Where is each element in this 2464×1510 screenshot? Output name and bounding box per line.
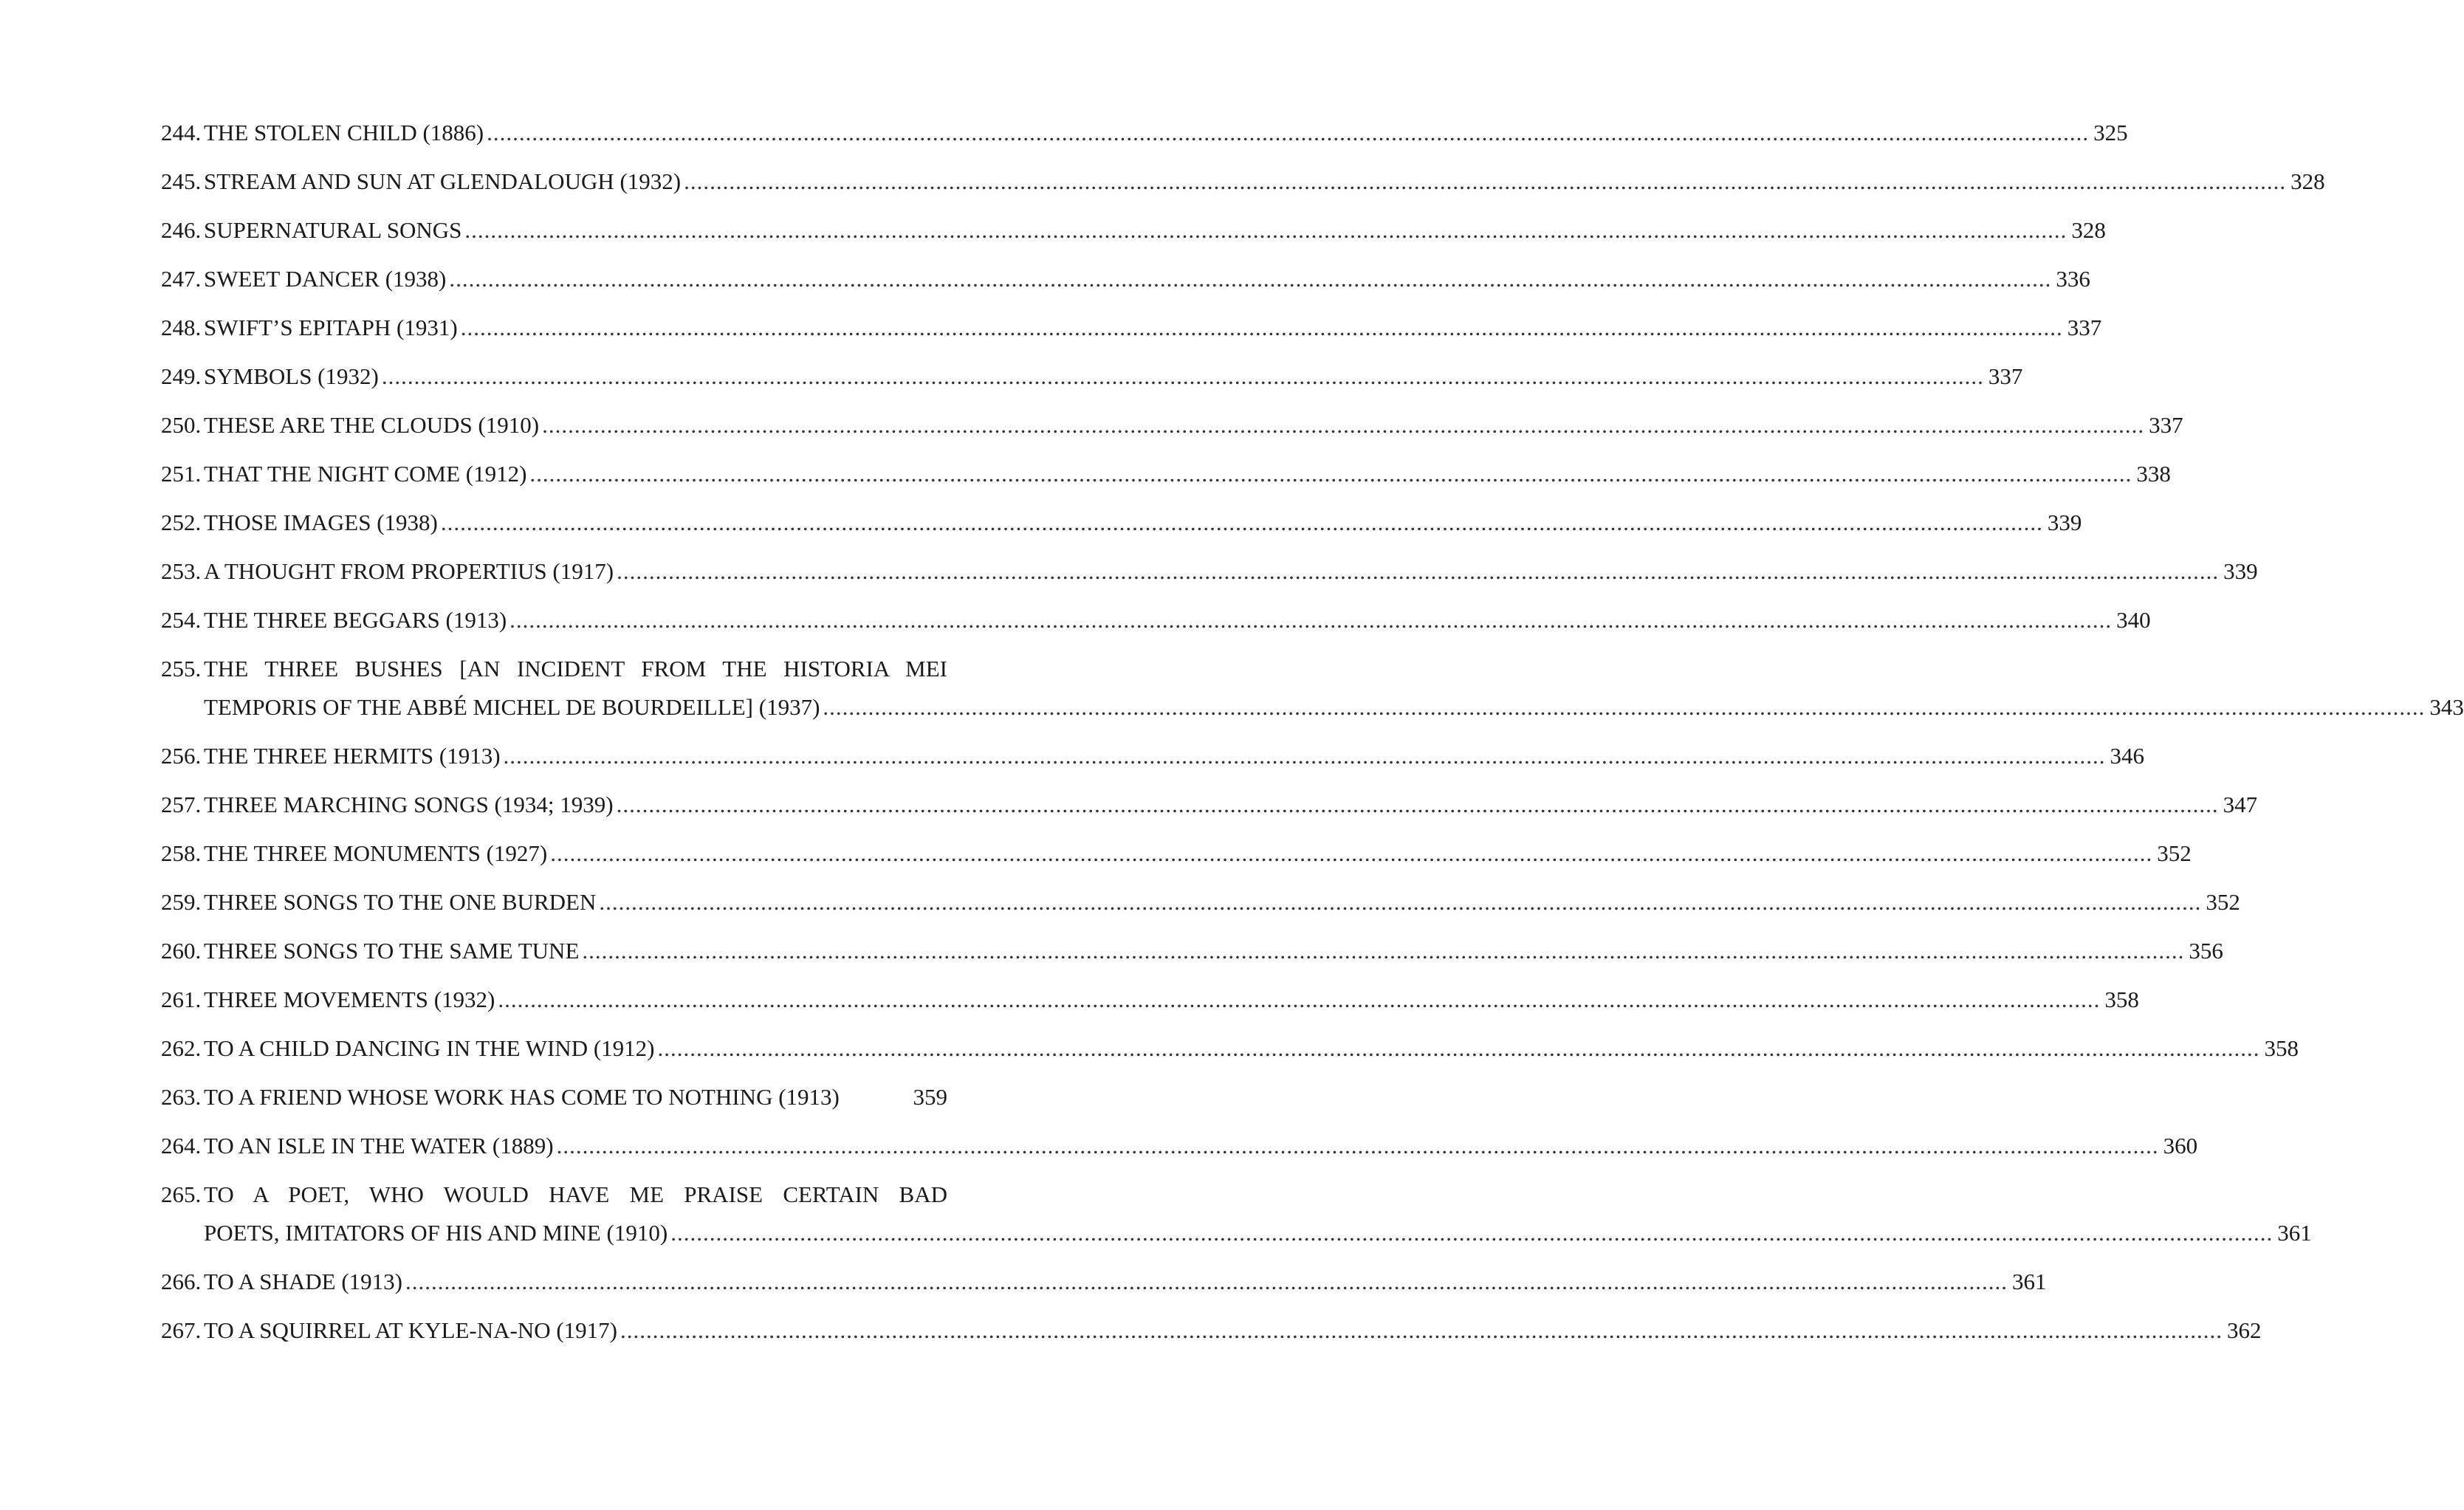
entry-number: 246. [161,217,202,243]
entry-page: 339 [2047,509,2082,535]
entry-title: SWEET DANCER (1938) [204,266,447,292]
entry-number: 261. [161,986,202,1012]
dot-leader [657,1035,2259,1062]
entry-number: 254. [161,607,202,633]
dot-leader [620,1317,2223,1344]
dot-leader [670,1220,2273,1246]
entry-title: STREAM AND SUN AT GLENDALOUGH (1932) [204,168,682,194]
entry-title: THE STOLEN CHILD (1886) [204,120,484,145]
entry-number: 250. [161,412,202,438]
entry-number: 259. [161,889,202,915]
entry-title: SYMBOLS (1932) [204,363,379,389]
toc-entry[interactable] [161,656,2464,721]
entry-title: THESE ARE THE CLOUDS (1910) [204,412,540,438]
entry-page: 358 [2264,1035,2299,1061]
entry-page: 361 [2011,1269,2047,1294]
toc-entry[interactable] [161,1133,2198,1159]
toc-entry[interactable] [161,315,2102,341]
dot-leader [617,792,2219,818]
dot-leader [557,1133,2159,1159]
entry-number: 247. [161,266,202,292]
entry-number: 266. [161,1269,202,1294]
entry-page: 343 [2429,694,2464,720]
toc-entry[interactable] [161,266,2090,292]
entry-page: 352 [2206,889,2240,915]
dot-leader [487,120,2089,146]
entry-number: 258. [161,840,202,866]
dot-leader [382,363,1984,390]
entry-number: 267. [161,1317,202,1343]
entry-page: 356 [2189,938,2223,964]
entry-page: 361 [2277,1220,2312,1246]
dot-leader [684,168,2286,195]
dot-leader [464,217,2067,244]
entry-title: THREE MOVEMENTS (1932) [204,986,495,1012]
dot-leader [449,266,2051,292]
entry-number: 248. [161,315,202,340]
toc-entry[interactable] [161,607,2151,634]
entry-number: 256. [161,743,202,769]
toc-entry[interactable] [161,509,2082,536]
toc-entry[interactable] [161,1035,2299,1062]
entry-page: 346 [2110,743,2145,769]
toc-entry[interactable] [161,1317,2262,1344]
toc-entry[interactable] [161,840,2192,867]
entry-title: THE THREE BEGGARS (1913) [204,607,507,633]
dot-leader [441,509,2043,536]
entry-page: 328 [2290,168,2325,194]
table-of-contents [161,120,2464,1366]
entry-title: TO AN ISLE IN THE WATER (1889) [204,1133,554,1159]
entry-page: 337 [1988,363,2023,389]
dot-leader [599,889,2201,916]
toc-entry[interactable] [161,120,2128,146]
toc-entry[interactable] [161,558,2258,585]
entry-number: 249. [161,363,202,389]
dot-leader [550,840,2152,867]
dot-leader [504,743,2106,769]
entry-page: 339 [2223,558,2258,584]
dot-leader [542,412,2144,439]
toc-entry[interactable] [161,461,2171,487]
entry-title: THOSE IMAGES (1938) [204,509,438,535]
entry-page: 328 [2071,217,2106,243]
entry-title: THE THREE MONUMENTS (1927) [204,840,548,866]
entry-page: 336 [2056,266,2090,292]
dot-leader [509,607,2112,634]
entry-number: 257. [161,792,202,817]
entry-page: 347 [2223,792,2258,817]
entry-title-line2: POETS, IMITATORS OF HIS AND MINE (1910) [204,1220,668,1246]
entry-number: 260. [161,938,202,964]
entry-page: 352 [2157,840,2192,866]
entry-page: 337 [2067,315,2102,340]
entry-title-line2: TEMPORIS OF THE ABBÉ MICHEL DE BOURDEILLE] (1937) [204,694,820,720]
entry-page: 360 [2163,1133,2198,1159]
entry-title: THREE MARCHING SONGS (1934; 1939) [204,792,614,817]
dot-leader [405,1269,2008,1295]
entry-title: SWIFT’S EPITAPH (1931) [204,315,458,340]
entry-number: 262. [161,1035,202,1061]
dot-leader [529,461,2132,487]
toc-entry[interactable] [161,1181,2312,1246]
entry-number: 265. [161,1181,202,1207]
entry-title: THREE SONGS TO THE SAME TUNE [204,938,580,964]
dot-leader [498,986,2100,1013]
entry-title: TO A SHADE (1913) [204,1269,402,1294]
toc-entry[interactable] [161,889,2240,916]
toc-entry[interactable] [161,217,2106,244]
dot-leader [617,558,2219,585]
entry-page: 358 [2104,986,2139,1012]
entry-title: TO A SQUIRREL AT KYLE-NA-NO (1917) [204,1317,617,1343]
entry-title: THAT THE NIGHT COME (1912) [204,461,527,487]
entry-number: 255. [161,656,202,682]
entry-page: 337 [2149,412,2183,438]
entry-title: TO A CHILD DANCING IN THE WIND (1912) [204,1035,655,1061]
entry-number: 264. [161,1133,202,1159]
toc-entry[interactable] [161,168,2325,195]
entry-page: 340 [2116,607,2151,633]
entry-title: TO A FRIEND WHOSE WORK HAS COME TO NOTHING (1913) [204,1084,840,1110]
toc-entry[interactable] [161,1269,2047,1295]
entry-page: 362 [2227,1317,2262,1343]
dot-leader [461,315,2063,341]
entry-title-line1: TO A POET, WHO WOULD HAVE ME PRAISE CERTAIN BAD [204,1181,947,1207]
entry-number: 253. [161,558,202,584]
toc-entry[interactable] [161,743,2145,769]
entry-number: 263. [161,1084,202,1110]
toc-entry[interactable] [161,986,2139,1013]
dot-leader [823,694,2425,721]
toc-entry[interactable] [161,1084,947,1111]
entry-number: 252. [161,509,202,535]
dot-leader [582,938,2184,964]
toc-entry[interactable] [161,412,2183,439]
entry-number: 244. [161,120,202,145]
entry-title: THREE SONGS TO THE ONE BURDEN [204,889,597,915]
entry-page: 338 [2136,461,2171,487]
toc-entry[interactable] [161,938,2223,964]
toc-entry[interactable] [161,363,2023,390]
entry-title: THE THREE HERMITS (1913) [204,743,501,769]
entry-number: 245. [161,168,202,194]
entry-title: SUPERNATURAL SONGS [204,217,462,243]
entry-number: 251. [161,461,202,487]
entry-page: 325 [2093,120,2128,145]
toc-entry[interactable] [161,792,2258,818]
entry-title: A THOUGHT FROM PROPERTIUS (1917) [204,558,614,584]
entry-page: 359 [913,1084,947,1110]
entry-title-line1: THE THREE BUSHES [AN INCIDENT FROM THE HISTORIA MEI [204,656,947,682]
